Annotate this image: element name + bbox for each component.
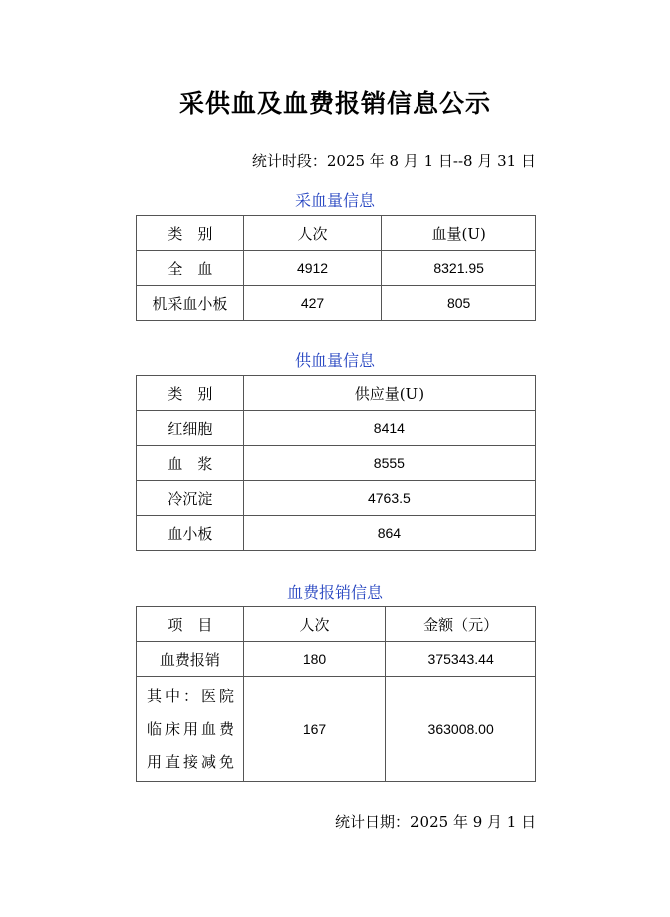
table-row [137, 677, 536, 782]
table-header-row [137, 216, 536, 251]
reimbursement-heading: 血费报销信息 [286, 583, 383, 602]
table-row [137, 411, 536, 446]
table-row [137, 251, 536, 286]
row-item: 血费报销 [137, 642, 244, 677]
header-category: 类 别 [137, 216, 244, 251]
statistics-period: 统计时段：2025 年 8 月 1 日--8 月 31 日 [251, 152, 536, 170]
header-category: 类 别 [137, 376, 244, 411]
row-category: 全 血 [137, 251, 244, 286]
row-item-line: 用直接减免 [147, 752, 238, 771]
row-category: 血 浆 [137, 446, 244, 481]
header-supply: 供应量(U) [243, 376, 535, 411]
row-item-line: 临床用血费 [147, 719, 238, 738]
supply-table [136, 375, 536, 551]
header-amount: 金额（元） [386, 607, 536, 642]
table-row [137, 286, 536, 321]
row-category: 血小板 [137, 516, 244, 551]
row-volume: 8321.95 [382, 251, 536, 286]
row-category: 红细胞 [137, 411, 244, 446]
row-count: 167 [243, 677, 386, 782]
row-category: 机采血小板 [137, 286, 244, 321]
supply-heading: 供血量信息 [294, 351, 375, 370]
row-category: 冷沉淀 [137, 481, 244, 516]
row-supply: 8414 [243, 411, 535, 446]
table-row [137, 516, 536, 551]
table-header-row [137, 607, 536, 642]
collection-heading: 采血量信息 [294, 191, 375, 210]
row-count: 427 [243, 286, 382, 321]
row-supply: 864 [243, 516, 535, 551]
row-count: 4912 [243, 251, 382, 286]
row-amount: 363008.00 [386, 677, 536, 782]
table-row [137, 446, 536, 481]
table-row [137, 481, 536, 516]
collection-table [136, 215, 536, 321]
row-item-multiline [137, 677, 244, 782]
table-header-row [137, 376, 536, 411]
page-title: 采供血及血费报销信息公示 [178, 89, 491, 118]
row-item-line: 其中：医院 [147, 686, 238, 705]
header-count: 人次 [243, 216, 382, 251]
header-item: 项 目 [137, 607, 244, 642]
row-amount: 375343.44 [386, 642, 536, 677]
header-volume: 血量(U) [382, 216, 536, 251]
reimbursement-table [136, 606, 536, 782]
header-count: 人次 [243, 607, 386, 642]
row-supply: 8555 [243, 446, 535, 481]
row-count: 180 [243, 642, 386, 677]
statistics-date: 统计日期：2025 年 9 月 1 日 [335, 813, 537, 831]
table-row [137, 642, 536, 677]
row-supply: 4763.5 [243, 481, 535, 516]
row-volume: 805 [382, 286, 536, 321]
